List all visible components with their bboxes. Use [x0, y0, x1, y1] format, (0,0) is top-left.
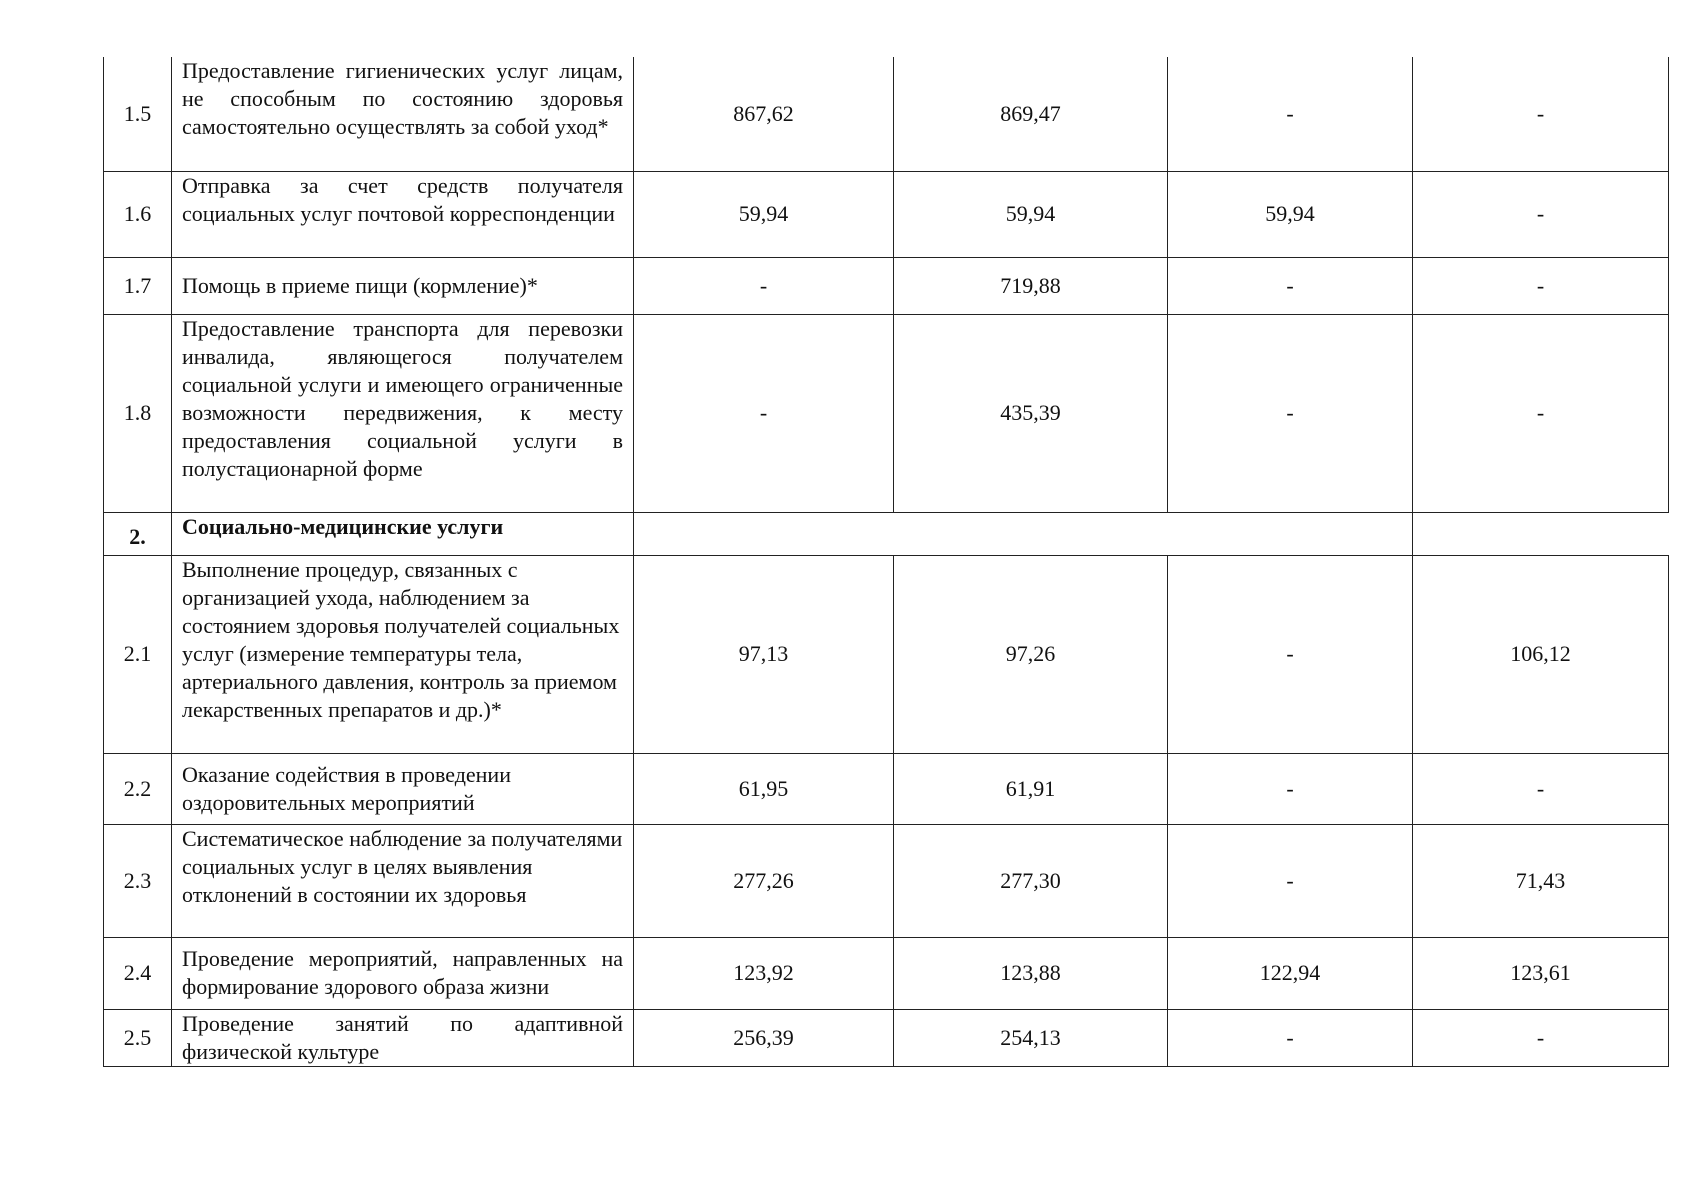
value-col-3: - [1168, 824, 1413, 937]
value-col-2: 97,26 [894, 555, 1168, 753]
row-number: 1.8 [104, 314, 172, 512]
table-row [104, 57, 1669, 171]
value-col-1: 61,95 [634, 753, 894, 824]
value-col-4: 71,43 [1413, 824, 1669, 937]
row-number: 2.4 [104, 937, 172, 1009]
service-name: Отправка за счет средств получателя социальных услуг почтовой корреспонденции [172, 171, 634, 257]
services-price-table [103, 57, 1669, 1067]
value-col-2: 59,94 [894, 171, 1168, 257]
table-row [104, 1009, 1669, 1066]
service-name: Проведение занятий по адаптивной физической культуре [172, 1009, 634, 1066]
value-col-3: 59,94 [1168, 171, 1413, 257]
value-col-3: - [1168, 555, 1413, 753]
value-col-1: 867,62 [634, 57, 894, 171]
table-row [104, 937, 1669, 1009]
value-col-2: 277,30 [894, 824, 1168, 937]
section-header-row [104, 512, 1669, 555]
value-col-3: 122,94 [1168, 937, 1413, 1009]
value-col-4: - [1413, 314, 1669, 512]
value-col-1: - [634, 257, 894, 314]
service-name: Проведение мероприятий, направленных на формирование здорового образа жизни [172, 937, 634, 1009]
value-col-3: - [1168, 753, 1413, 824]
value-col-2: 719,88 [894, 257, 1168, 314]
row-number: 2.5 [104, 1009, 172, 1066]
value-col-2: 254,13 [894, 1009, 1168, 1066]
row-number: 2.1 [104, 555, 172, 753]
value-col-1: 256,39 [634, 1009, 894, 1066]
row-number: 2.3 [104, 824, 172, 937]
table-row [104, 753, 1669, 824]
table-row [104, 257, 1669, 314]
value-col-2: 435,39 [894, 314, 1168, 512]
value-col-4: - [1413, 57, 1669, 171]
service-name: Систематическое наблюдение за получателями социальных услуг в целях выявления отклонений в состоянии их здоровья [172, 824, 634, 937]
row-number: 1.5 [104, 57, 172, 171]
service-name: Помощь в приеме пищи (кормление)* [172, 257, 634, 314]
value-col-1: 97,13 [634, 555, 894, 753]
value-col-4: 106,12 [1413, 555, 1669, 753]
value-col-3: - [1168, 257, 1413, 314]
value-col-3: - [1168, 314, 1413, 512]
value-col-2: 869,47 [894, 57, 1168, 171]
value-col-4: 123,61 [1413, 937, 1669, 1009]
value-col-4: - [1413, 257, 1669, 314]
row-number: 2.2 [104, 753, 172, 824]
value-col-4: - [1413, 171, 1669, 257]
table-row [104, 555, 1669, 753]
section-blank-cell [634, 512, 1413, 555]
value-col-4: - [1413, 753, 1669, 824]
service-name: Оказание содействия в проведении оздоровительных мероприятий [172, 753, 634, 824]
service-name: Предоставление транспорта для перевозки инвалида, являющегося получателем социальной услуги и имеющего ограниченные возможности передвижения, к месту предоставления социальной услуги в полустационарной форме [172, 314, 634, 512]
service-name: Предоставление гигиенических услуг лицам, не способным по состоянию здоровья самостоятельно осуществлять за собой уход* [172, 57, 634, 171]
row-number: 1.6 [104, 171, 172, 257]
row-number: 1.7 [104, 257, 172, 314]
section-title: Социально-медицинские услуги [172, 512, 634, 555]
value-col-3: - [1168, 57, 1413, 171]
table-row [104, 171, 1669, 257]
section-number: 2. [104, 512, 172, 555]
value-col-1: - [634, 314, 894, 512]
value-col-2: 123,88 [894, 937, 1168, 1009]
service-name: Выполнение процедур, связанных с организацией ухода, наблюдением за состоянием здоровья получателей социальных услуг (измерение температуры тела, артериального давления, контроль за приемом лекарственных препаратов и др.)* [172, 555, 634, 753]
value-col-1: 59,94 [634, 171, 894, 257]
value-col-4: - [1413, 1009, 1669, 1066]
value-col-1: 123,92 [634, 937, 894, 1009]
value-col-3: - [1168, 1009, 1413, 1066]
table-row [104, 824, 1669, 937]
table-row [104, 314, 1669, 512]
value-col-1: 277,26 [634, 824, 894, 937]
value-col-2: 61,91 [894, 753, 1168, 824]
section-blank-cell-right [1413, 512, 1669, 555]
